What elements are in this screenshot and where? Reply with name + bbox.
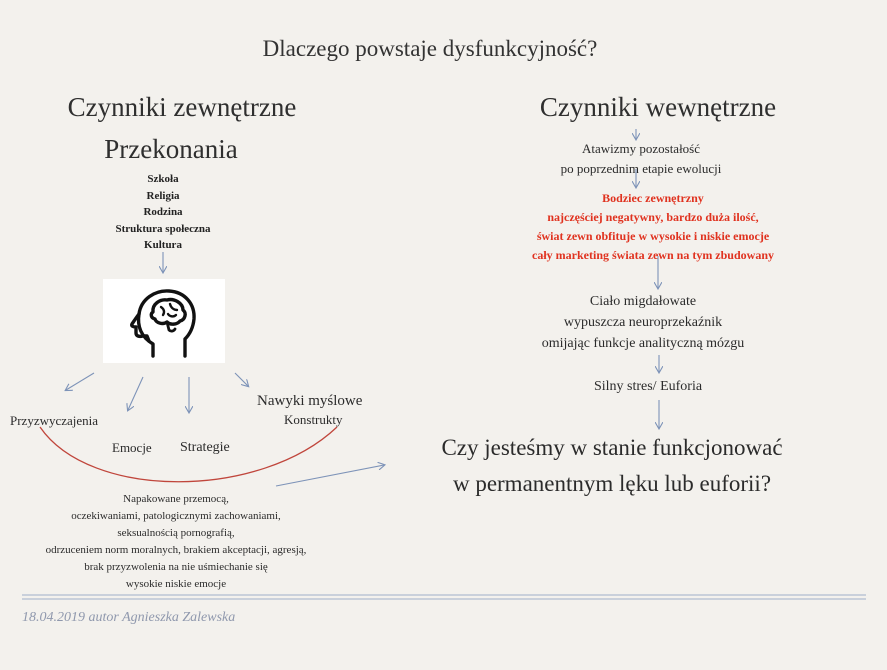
question-line: Czy jesteśmy w stanie funkcjonować <box>441 435 783 460</box>
footer-author-date: 18.04.2019 autor Agnieszka Zalewska <box>22 610 236 625</box>
question-line: w permanentnym lęku lub euforii? <box>452 471 772 496</box>
external-factors-heading: Czynniki zewnętrzne <box>67 92 297 122</box>
stimulus-line: najczęściej negatywny, bardzo duża ilość, <box>547 210 759 224</box>
amygdala-line: Ciało migdałowate <box>589 294 697 309</box>
arrow-to-emotions <box>128 377 143 410</box>
stimulus-line: świat zewn obfituje w wysokie i niskie emocje <box>536 229 770 243</box>
stimulus-line: Bodziec zewnętrzny <box>602 191 704 205</box>
belief-source-item: Szkoła <box>147 173 179 185</box>
belief-source-item: Struktura społeczna <box>115 222 211 235</box>
atavism-line: po poprzednim etapie ewolucji <box>560 161 722 176</box>
outcome-constructs: Konstrukty <box>284 412 343 427</box>
belief-source-item: Kultura <box>144 239 182 251</box>
internal-factors-heading: Czynniki wewnętrzne <box>539 92 777 122</box>
outcome-thinking-habits: Nawyki myślowe <box>257 393 363 409</box>
beliefs-heading: Przekonania <box>104 134 238 164</box>
packed-line: oczekiwaniami, patologicznymi zachowaniami, <box>71 510 281 522</box>
stress-euphoria-text: Silny stres/ Euforia <box>593 379 703 394</box>
slide-title: Dlaczego powstaje dysfunkcyjność? <box>262 36 598 61</box>
stimulus-line: cały marketing świata zewn na tym zbudowany <box>532 248 774 262</box>
outcome-habits: Przyzwyczajenia <box>10 413 99 428</box>
belief-source-item: Rodzina <box>143 206 183 218</box>
packed-line: odrzuceniem norm moralnych, brakiem akceptacji, agresją, <box>45 544 307 556</box>
packed-line: Napakowane przemocą, <box>123 493 229 505</box>
arrow-to-thinking-habits <box>235 373 248 386</box>
arrow-to-habits <box>66 373 94 390</box>
grouping-curve <box>40 427 337 482</box>
amygdala-line: omijając funkcje analityczną mózgu <box>541 336 745 351</box>
packed-line: brak przyzwolenia na nie uśmiechanie się <box>84 561 268 573</box>
packed-line: seksualnością pornografią, <box>117 527 235 539</box>
outcome-emotions: Emocje <box>112 440 152 455</box>
atavism-line: Atawizmy pozostałość <box>581 141 701 156</box>
packed-line: wysokie niskie emocje <box>125 578 227 590</box>
belief-source-item: Religia <box>146 189 180 202</box>
amygdala-line: wypuszcza neuroprzekaźnik <box>563 315 723 330</box>
outcome-strategies: Strategie <box>180 440 230 455</box>
arrow-to-question <box>276 465 384 486</box>
